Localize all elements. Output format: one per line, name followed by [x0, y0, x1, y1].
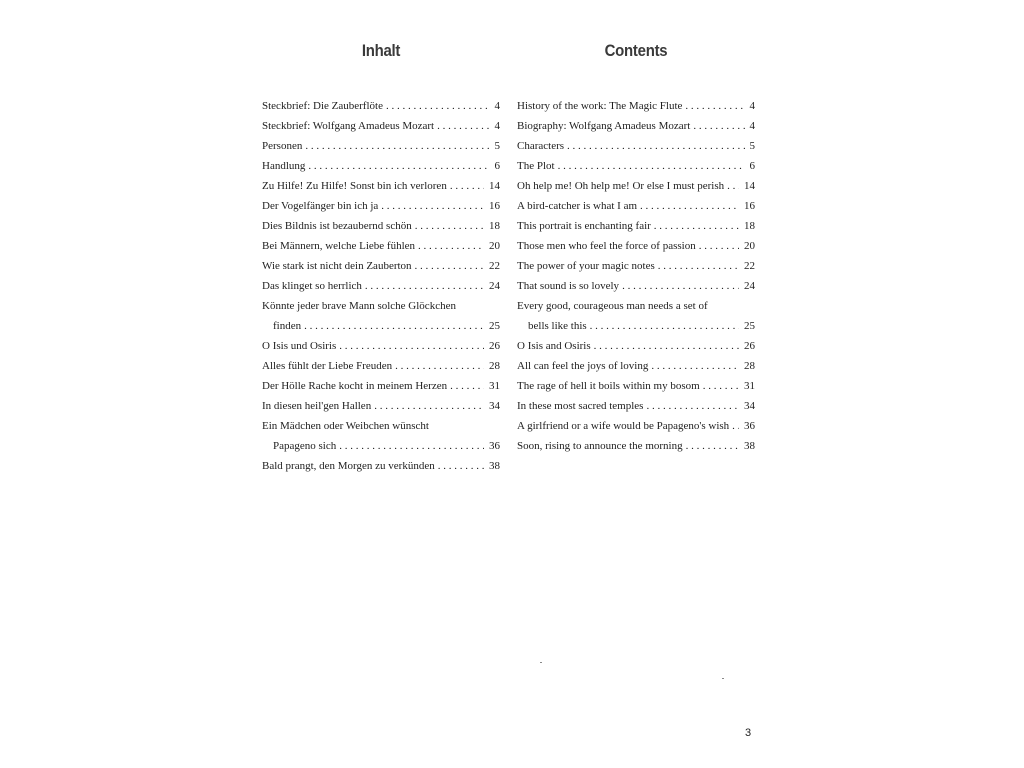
toc-entry-title: Wie stark ist nicht dein Zauberton [262, 260, 412, 272]
toc-entry-page: 18 [489, 220, 500, 232]
toc-english [517, 96, 755, 456]
dot-leader [591, 336, 739, 356]
dot-leader [700, 376, 739, 396]
toc-entry-title: Every good, courageous man needs a set of [517, 300, 708, 312]
toc-entry-page: 4 [494, 100, 500, 112]
toc-entry-page: 14 [489, 180, 500, 192]
toc-entry-page: 5 [494, 140, 500, 152]
dot-leader [643, 396, 739, 416]
toc-entry-title: O Isis und Osiris [262, 340, 337, 352]
toc-entry [517, 436, 755, 456]
toc-entry [262, 156, 500, 176]
toc-entry-title: finden [273, 320, 302, 332]
toc-entry-page: 38 [489, 460, 500, 472]
toc-entry [517, 156, 755, 176]
toc-entry-title: A girlfriend or a wife would be Papageno's wish [517, 420, 730, 432]
toc-entry [517, 216, 755, 236]
toc-entry [262, 256, 500, 276]
toc-entry-title: Steckbrief: Wolfgang Amadeus Mozart [262, 120, 435, 132]
toc-entry-page: 24 [489, 280, 500, 292]
toc-entry-title: This portrait is enchanting fair [517, 220, 651, 232]
toc-entry-page: 20 [744, 240, 755, 252]
dot-leader [655, 256, 739, 276]
dot-leader [619, 276, 739, 296]
toc-entry [262, 376, 500, 396]
toc-entry-title: Dies Bildnis ist bezaubernd schön [262, 220, 412, 232]
dot-leader [682, 96, 744, 116]
dot-leader [648, 356, 739, 376]
toc-entry-title: Biography: Wolfgang Amadeus Mozart [517, 120, 691, 132]
toc-entry [262, 236, 500, 256]
toc-entry-title: That sound is so lovely [517, 280, 620, 292]
toc-entry [262, 276, 500, 296]
toc-entry-title: Der Vogelfänger bin ich ja [262, 200, 379, 212]
toc-entry-page: 36 [489, 440, 500, 452]
toc-entry-title: Könnte jeder brave Mann solche Glöckchen [262, 300, 456, 312]
toc-entry [262, 316, 500, 336]
toc-entry [517, 196, 755, 216]
toc-entry [517, 316, 755, 336]
dot-leader [362, 276, 484, 296]
toc-entry-page: 26 [489, 340, 500, 352]
dot-leader [651, 216, 739, 236]
toc-entry-page: 31 [489, 380, 500, 392]
toc-entry-title: Steckbrief: Die Zauberflöte [262, 100, 383, 112]
toc-entry-title: Alles fühlt der Liebe Freuden [262, 360, 393, 372]
dot-leader [305, 156, 489, 176]
toc-entry [262, 96, 500, 116]
dot-leader [392, 356, 484, 376]
toc-entry-title: All can feel the joys of loving [517, 360, 649, 372]
toc-entry-title: History of the work: The Magic Flute [517, 100, 683, 112]
toc-entry-page: 31 [744, 380, 755, 392]
toc-entry [262, 176, 500, 196]
dot-leader [447, 176, 484, 196]
dot-leader [683, 436, 739, 456]
dot-leader [383, 96, 490, 116]
toc-entry-title: Der Hölle Rache kocht in meinem Herzen [262, 380, 448, 392]
contents-heading-german: Inhalt [361, 41, 401, 60]
toc-entry-title: A bird-catcher is what I am [517, 200, 638, 212]
toc-entry [517, 416, 755, 436]
toc-entry [517, 116, 755, 136]
toc-entry-title: The power of your magic notes [517, 260, 655, 272]
toc-entry [262, 356, 500, 376]
toc-entry [517, 376, 755, 396]
toc-entry-page: 22 [489, 260, 500, 272]
toc-entry-page: 16 [744, 200, 755, 212]
toc-entry [517, 96, 755, 116]
dot-leader [447, 376, 484, 396]
toc-entry-title: Ein Mädchen oder Weibchen wünscht [262, 420, 429, 432]
toc-entry-page: 20 [489, 240, 500, 252]
toc-entry-page: 38 [744, 440, 755, 452]
toc-entry-page: 25 [744, 320, 755, 332]
toc-entry [262, 296, 500, 316]
dot-leader [302, 136, 489, 156]
toc-entry-page: 4 [494, 120, 500, 132]
dot-leader [336, 336, 484, 356]
toc-entry [262, 196, 500, 216]
dot-leader [690, 116, 744, 136]
dot-leader [729, 416, 739, 436]
toc-entry [517, 176, 755, 196]
toc-entry-title: O Isis and Osiris [517, 340, 591, 352]
toc-entry [262, 436, 500, 456]
toc-entry-title: Characters [517, 140, 565, 152]
toc-entry-page: 24 [744, 280, 755, 292]
toc-entry-title: Oh help me! Oh help me! Or else I must perish [517, 180, 725, 192]
dot-leader [412, 216, 484, 236]
toc-german [262, 96, 500, 476]
toc-entry [517, 296, 755, 316]
toc-entry [262, 396, 500, 416]
dot-leader [434, 116, 489, 136]
toc-entry [262, 216, 500, 236]
toc-entry-title: Personen [262, 140, 303, 152]
toc-entry-page: 5 [749, 140, 755, 152]
dot-leader [587, 316, 739, 336]
toc-entry-page: 6 [494, 160, 500, 172]
toc-entry-title: Zu Hilfe! Zu Hilfe! Sonst bin ich verloren [262, 180, 447, 192]
contents-heading-english: Contents [604, 41, 668, 60]
toc-entry [262, 416, 500, 436]
toc-entry [517, 396, 755, 416]
dot-leader [564, 136, 744, 156]
toc-entry-title: Das klinget so herrlich [262, 280, 362, 292]
toc-entry-page: 25 [489, 320, 500, 332]
toc-entry-title: Bald prangt, den Morgen zu verkünden [262, 460, 435, 472]
dot-leader [696, 236, 739, 256]
dot-leader [371, 396, 484, 416]
dot-leader [336, 436, 484, 456]
toc-entry-title: bells like this [528, 320, 587, 332]
toc-entry-title: Handlung [262, 160, 306, 172]
toc-entry-page: 4 [749, 120, 755, 132]
toc-entry-title: In these most sacred temples [517, 400, 644, 412]
toc-entry-page: 18 [744, 220, 755, 232]
toc-entry-title: Soon, rising to announce the morning [517, 440, 683, 452]
dot-leader [555, 156, 745, 176]
toc-entry [517, 276, 755, 296]
scan-speck [540, 662, 542, 663]
dot-leader [301, 316, 484, 336]
toc-entry-page: 36 [744, 420, 755, 432]
page-number: 3 [745, 727, 752, 739]
toc-entry-page: 26 [744, 340, 755, 352]
toc-entry [517, 236, 755, 256]
dot-leader [378, 196, 484, 216]
dot-leader [412, 256, 484, 276]
dot-leader [637, 196, 739, 216]
toc-entry-title: In diesen heil'gen Hallen [262, 400, 372, 412]
scan-speck [722, 678, 724, 679]
dot-leader [415, 236, 484, 256]
toc-entry-page: 4 [749, 100, 755, 112]
toc-entry-page: 22 [744, 260, 755, 272]
toc-entry-title: The Plot [517, 160, 555, 172]
toc-entry-title: Those men who feel the force of passion [517, 240, 696, 252]
toc-entry [517, 136, 755, 156]
toc-entry [517, 336, 755, 356]
toc-entry [517, 356, 755, 376]
toc-entry [262, 336, 500, 356]
toc-entry-page: 6 [749, 160, 755, 172]
toc-entry-title: Papageno sich [273, 440, 337, 452]
toc-entry-title: Bei Männern, welche Liebe fühlen [262, 240, 416, 252]
toc-entry-page: 34 [489, 400, 500, 412]
toc-entry-title: The rage of hell it boils within my bosom [517, 380, 700, 392]
toc-entry-page: 28 [744, 360, 755, 372]
toc-entry-page: 34 [744, 400, 755, 412]
toc-entry [262, 136, 500, 156]
toc-entry-page: 14 [744, 180, 755, 192]
dot-leader [435, 456, 484, 476]
toc-entry-page: 28 [489, 360, 500, 372]
dot-leader [724, 176, 739, 196]
toc-entry [262, 456, 500, 476]
toc-entry [517, 256, 755, 276]
toc-entry-page: 16 [489, 200, 500, 212]
toc-entry [262, 116, 500, 136]
